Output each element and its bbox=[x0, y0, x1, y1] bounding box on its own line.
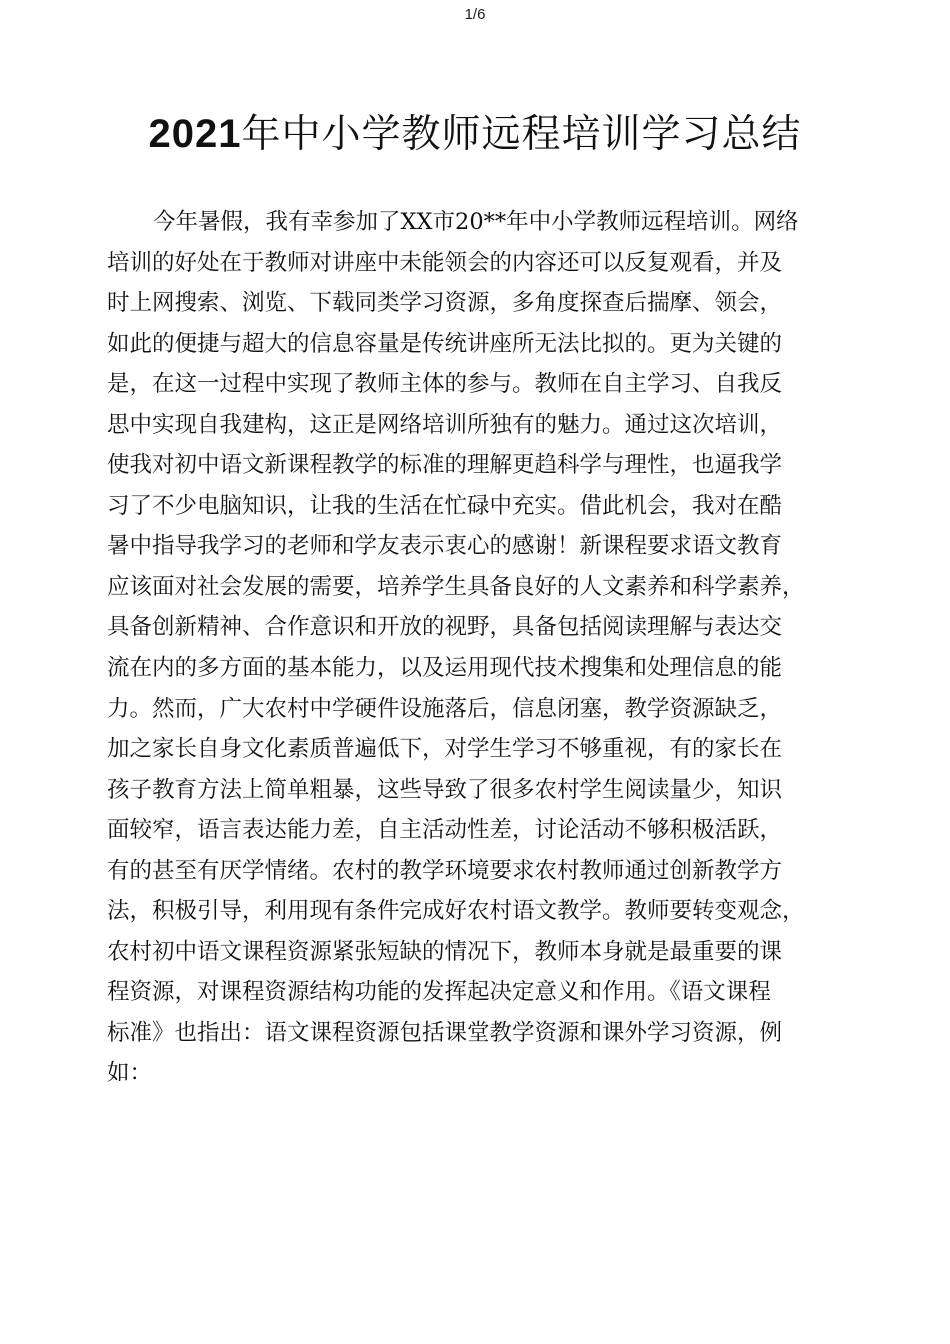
title-year: 2021 bbox=[148, 112, 242, 156]
text-line: 标准》也指出：语文课程资源包括课堂教学资源和课外学习资源，例 bbox=[107, 1019, 783, 1046]
document-title bbox=[0, 103, 950, 159]
body-paragraph bbox=[107, 202, 837, 1094]
text-line: 培训的好处在于教师对讲座中未能领会的内容还可以反复观看，并及 bbox=[107, 249, 783, 276]
page-number: 1/6 bbox=[464, 6, 486, 23]
text-line: 农村初中语文课程资源紧张短缺的情况下，教师本身就是最重要的课 bbox=[107, 938, 783, 965]
text-line: 暑中指导我学习的老师和学友表示衷心的感谢！新课程要求语文教育 bbox=[107, 533, 783, 560]
text-line: 应该面对社会发展的需要，培养学生具备良好的人文素养和科学素养， bbox=[107, 573, 805, 600]
text-line: 如此的便捷与超大的信息容量是传统讲座所无法比拟的。更为关键的 bbox=[107, 330, 783, 357]
text-line: 程资源，对课程资源结构功能的发挥起决定意义和作用。《语文课程 bbox=[107, 979, 771, 1006]
text-line: 如： bbox=[107, 1060, 153, 1087]
text-line: 习了不少电脑知识，让我的生活在忙碌中充实。借此机会，我对在酷 bbox=[107, 492, 783, 519]
text-line: 孩子教育方法上简单粗暴，这些导致了很多农村学生阅读量少，知识 bbox=[107, 776, 783, 803]
text-line: 面较窄，语言表达能力差，自主活动性差，讨论活动不够积极活跃， bbox=[107, 817, 783, 844]
text-line: 具备创新精神、合作意识和开放的视野，具备包括阅读理解与表达交 bbox=[107, 614, 783, 641]
text-line: 流在内的多方面的基本能力，以及运用现代技术搜集和处理信息的能 bbox=[107, 655, 783, 682]
text-line: 今年暑假，我有幸参加了XX市20**年中小学教师远程培训。网络 bbox=[153, 209, 799, 235]
text-line: 思中实现自我建构，这正是网络培训所独有的魅力。通过这次培训， bbox=[107, 411, 783, 438]
text-line: 时上网搜索、浏览、下载同类学习资源，多角度探查后揣摩、领会， bbox=[107, 290, 783, 317]
text-line: 是，在这一过程中实现了教师主体的参与。教师在自主学习、自我反 bbox=[107, 371, 783, 398]
text-line: 有的甚至有厌学情绪。农村的教学环境要求农村教师通过创新教学方 bbox=[107, 857, 783, 884]
text-line: 力。然而，广大农村中学硬件设施落后，信息闭塞，教学资源缺乏， bbox=[107, 695, 783, 722]
text-line: 法，积极引导，利用现有条件完成好农村语文教学。教师要转变观念， bbox=[107, 898, 805, 925]
text-line: 加之家长自身文化素质普遍低下，对学生学习不够重视，有的家长在 bbox=[107, 736, 783, 763]
text-line: 使我对初中语文新课程教学的标准的理解更趋科学与理性，也逼我学 bbox=[107, 452, 783, 479]
title-text: 年中小学教师远程培训学习总结 bbox=[241, 112, 802, 157]
